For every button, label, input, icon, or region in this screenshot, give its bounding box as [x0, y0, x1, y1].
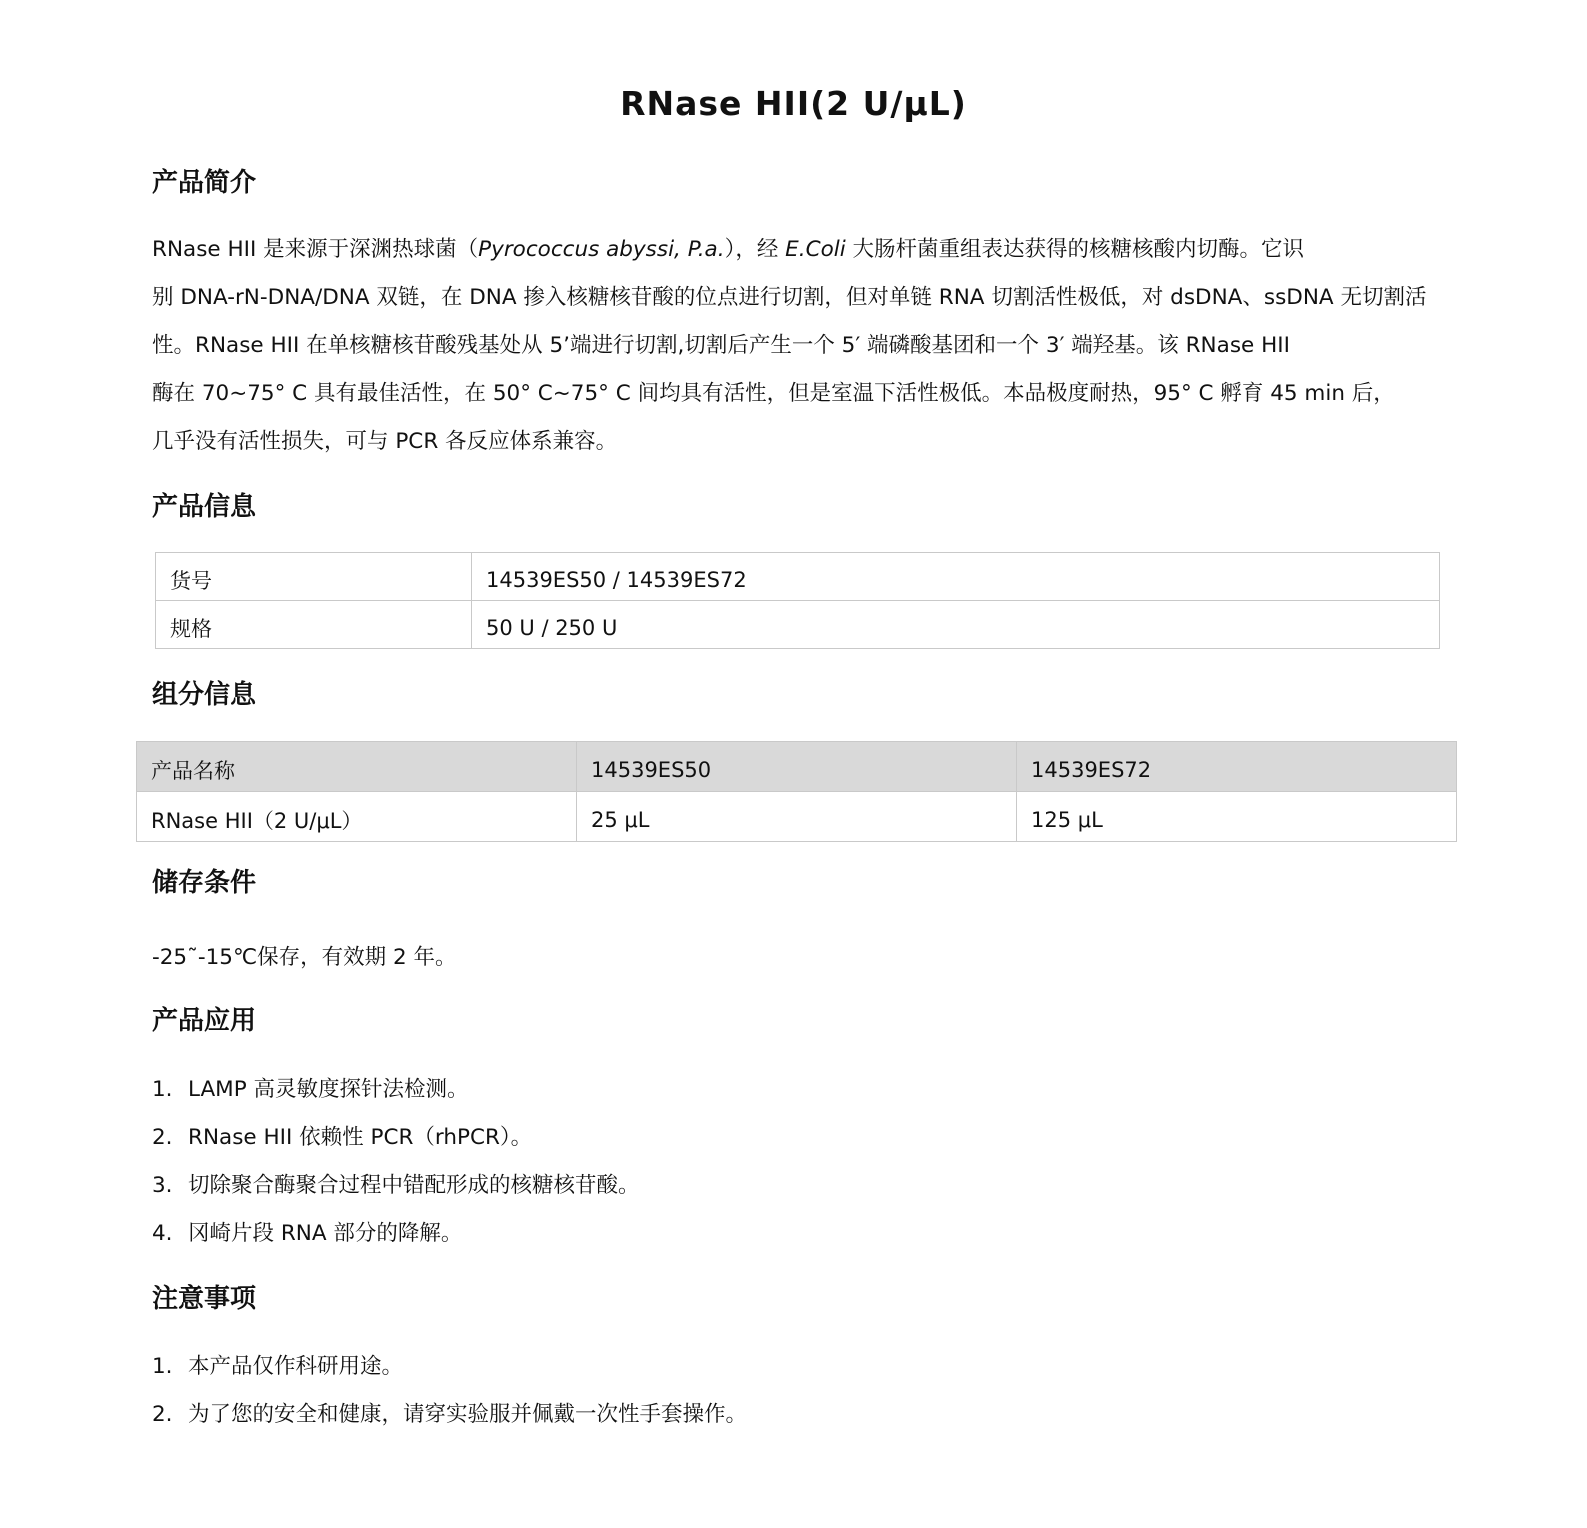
table-row — [156, 553, 1440, 601]
list-text: RNase HII 依赖性 PCR（rhPCR）。 — [188, 1125, 533, 1150]
list-number: 1. — [152, 1077, 173, 1102]
list-item — [152, 1343, 747, 1391]
column-header: 产品名称 — [137, 742, 577, 792]
list-text: 冈崎片段 RNA 部分的降解。 — [188, 1221, 463, 1246]
intro-heading: 产品简介 — [152, 168, 257, 198]
intro-text: ），经 — [724, 237, 786, 262]
storage-text: -25˜-15℃保存，有效期 2 年。 — [152, 945, 457, 970]
host-name: E.Coli — [785, 237, 846, 262]
info-label: 货号 — [156, 553, 472, 601]
list-number: 2. — [152, 1402, 173, 1427]
intro-line-2: 别 DNA-rN-DNA/DNA 双链，在 DNA 掺入核糖核苷酸的位点进行切割，但对单链 RNA 切割活性极低，对 dsDNA、ssDNA 无切割活 — [152, 285, 1427, 310]
notes-list — [152, 1343, 747, 1439]
notes-heading: 注意事项 — [152, 1284, 257, 1314]
list-text: LAMP 高灵敏度探针法检测。 — [188, 1077, 469, 1102]
intro-text: 大肠杆菌重组表达获得的核糖核酸内切酶。它识 — [845, 237, 1305, 262]
applications-heading: 产品应用 — [152, 1006, 257, 1036]
info-value: 14539ES50 / 14539ES72 — [472, 553, 1440, 601]
table-cell: RNase HII（2 U/μL） — [137, 792, 577, 842]
intro-paragraph — [152, 226, 1442, 466]
product-info-table — [155, 552, 1440, 649]
info-value: 50 U / 250 U — [472, 601, 1440, 649]
components-heading: 组分信息 — [152, 680, 257, 710]
species-name: Pyrococcus abyssi, P.a. — [478, 237, 725, 262]
table-cell: 125 μL — [1017, 792, 1457, 842]
info-label: 规格 — [156, 601, 472, 649]
intro-line-1 — [152, 226, 1442, 274]
list-item — [152, 1114, 640, 1162]
list-number: 3. — [152, 1173, 173, 1198]
storage-heading: 储存条件 — [152, 868, 257, 898]
intro-text: RNase HII 是来源于深渊热球菌（ — [152, 237, 479, 262]
intro-line-4: 酶在 70~75° C 具有最佳活性，在 50° C~75° C 间均具有活性，但是室温下活性极低。本品极度耐热，95° C 孵育 45 min 后， — [152, 381, 1395, 406]
components-table — [136, 741, 1457, 842]
table-header-row — [137, 742, 1457, 792]
applications-list — [152, 1066, 640, 1258]
column-header: 14539ES50 — [577, 742, 1017, 792]
list-text: 切除聚合酶聚合过程中错配形成的核糖核苷酸。 — [188, 1173, 640, 1198]
list-text: 为了您的安全和健康，请穿实验服并佩戴一次性手套操作。 — [188, 1402, 748, 1427]
document-title: RNase HII(2 U/μL) — [620, 84, 967, 123]
list-number: 2. — [152, 1125, 173, 1150]
intro-line-3: 性。RNase HII 在单核糖核苷酸残基处从 5’端进行切割,切割后产生一个 5′ 端磷酸基团和一个 3′ 端羟基。该 RNase HII — [152, 333, 1290, 358]
info-heading: 产品信息 — [152, 492, 257, 522]
table-cell: 25 μL — [577, 792, 1017, 842]
list-text: 本产品仅作科研用途。 — [188, 1354, 404, 1379]
list-item — [152, 1391, 747, 1439]
list-number: 4. — [152, 1221, 173, 1246]
list-number: 1. — [152, 1354, 173, 1379]
list-item — [152, 1210, 640, 1258]
list-item — [152, 1066, 640, 1114]
table-row — [137, 792, 1457, 842]
list-item — [152, 1162, 640, 1210]
column-header: 14539ES72 — [1017, 742, 1457, 792]
table-row — [156, 601, 1440, 649]
intro-line-5: 几乎没有活性损失，可与 PCR 各反应体系兼容。 — [152, 429, 618, 454]
